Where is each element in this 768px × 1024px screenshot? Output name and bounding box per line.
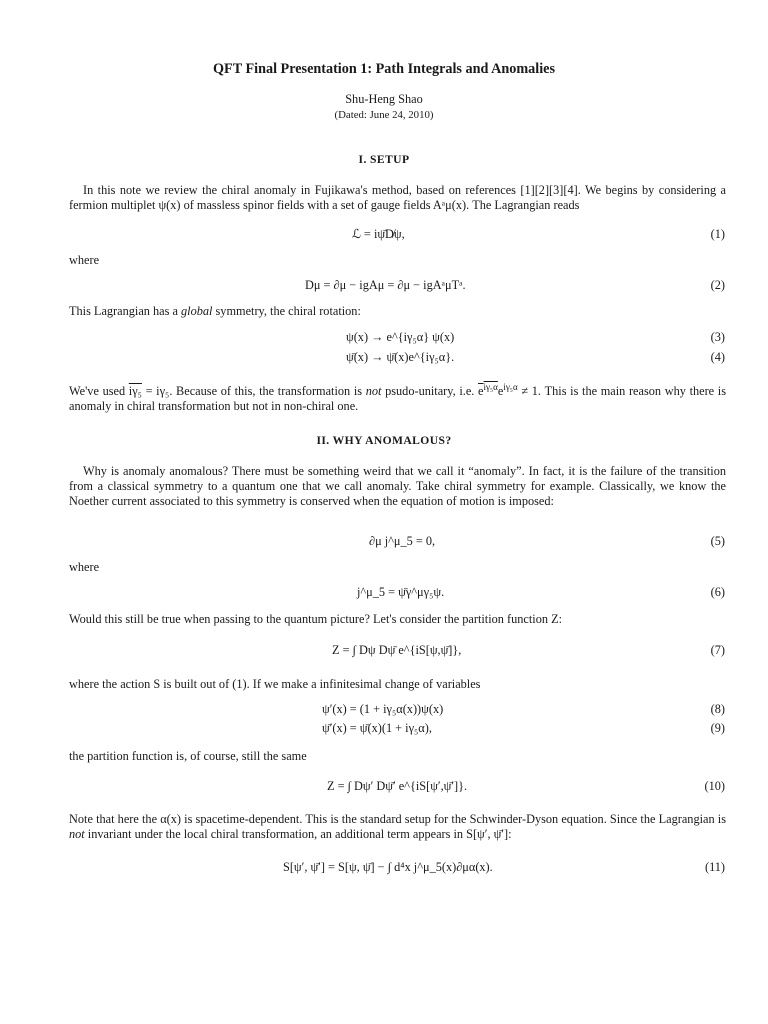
paragraph-partition: the partition function is, of course, still the same	[69, 749, 307, 763]
emphasis-global: global	[181, 304, 213, 318]
text-segment: Note that here the α(x) is spacetime-dependent. This is the standard setup for the Schwinder-Dyson equation. Since the Lagrangian is	[69, 812, 726, 826]
equation-10-body: Z = ∫ Dψ′ Dψ̄′ e^{iS[ψ′,ψ̄′]}.	[327, 779, 468, 793]
equation-7-body: Z = ∫ Dψ Dψ̄ e^{iS[ψ,ψ̄]},	[332, 643, 462, 657]
author-name: Shu-Heng Shao	[345, 92, 423, 106]
paragraph-why: Why is anomaly anomalous? There must be something weird that we call it “anomaly”. In fact, it is the failure of the transition from a classical symmetry to a quantum one that we call anomaly. Take chiral symmetry for example. Classically, we know the Noether current associated to this symmetry is conserved when the equation of motion is imposed:	[69, 464, 726, 508]
equation-2-body: Dμ = ∂μ − igAμ = ∂μ − igAᵃμTᵃ.	[305, 278, 466, 292]
equation-1-body: ℒ = iψ̄D̸ψ,	[352, 227, 405, 241]
math-exp-conjugate: $e^{i\gamma_5\alpha}$	[478, 382, 498, 398]
section-heading-why-anomalous: II. WHY ANOMALOUS?	[316, 434, 452, 447]
text-segment: psudo-unitary, i.e.	[381, 384, 479, 398]
equation-number-6: (6)	[710, 585, 725, 599]
text-segment: symmetry, the chiral rotation:	[212, 304, 361, 318]
dated-line: (Dated: June 24, 2010)	[334, 109, 434, 121]
text-segment: invariant under the local chiral transformation, an additional term appears in S[ψ′, ψ̄′]:	[84, 827, 512, 841]
emphasis-not: not	[69, 827, 85, 841]
paragraph-action: where the action S is built out of (1). If we make a infinitesimal change of variables	[69, 677, 481, 691]
section-heading-setup: I. SETUP	[358, 153, 410, 166]
equation-number-10: (10)	[704, 779, 725, 793]
paragraph-would: Would this still be true when passing to the quantum picture? Let's consider the partition function Z:	[69, 612, 562, 626]
equation-number-2: (2)	[710, 278, 725, 292]
equation-number-3: (3)	[710, 330, 725, 344]
equation-3-body: ψ(x) → e^{iγ₅α} ψ(x)	[346, 330, 455, 344]
equation-9-body: ψ̄′(x) = ψ̄(x)(1 + iγ₅α),	[322, 721, 432, 735]
paragraph-global-symmetry	[69, 304, 726, 319]
paragraph-intro: In this note we review the chiral anomaly in Fujikawa's method, based on references [1][2][3][4]. We begins by considering a fermion multiplet ψ(x) of massless spinor fields with a set of gauge fields Aᵃμ(x). The Lagrangian reads	[69, 183, 726, 212]
equation-4-body: ψ̄(x) → ψ̄(x)e^{iγ₅α}.	[346, 350, 455, 364]
paragraph-where-1: where	[69, 253, 100, 267]
equation-number-9: (9)	[710, 721, 725, 735]
text-segment: We've used	[69, 384, 129, 398]
paragraph-where-2: where	[69, 560, 100, 574]
paragraph-used: We've used iγ₅ = iγ₅. Because of this, the transformation is not psudo-unitary, i.e. $e^{i\gamma_5\alpha}e^{i\gamma_5\alpha} \ne 1$. This is the main reason why there is anomaly in chiral transformation but not in non-chiral one.	[69, 382, 727, 413]
equation-number-5: (5)	[710, 534, 725, 548]
equation-8-body: ψ′(x) = (1 + iγ₅α(x))ψ(x)	[322, 702, 444, 716]
equation-number-4: (4)	[710, 350, 725, 364]
paragraph-note	[69, 812, 726, 842]
equation-number-7: (7)	[710, 643, 725, 657]
equation-number-8: (8)	[710, 702, 725, 716]
paper-title: QFT Final Presentation 1: Path Integrals and Anomalies	[213, 61, 555, 77]
emphasis-not: not	[365, 384, 382, 398]
text-segment: ≠ 1. This is the main reason why there is anomaly in chiral transformation but not in non-chiral one.	[69, 384, 727, 413]
equation-11-body: S[ψ′, ψ̄′] = S[ψ, ψ̄] − ∫ d⁴x j^μ_5(x)∂μα(x).	[283, 860, 493, 874]
equation-5-body: ∂μ j^μ_5 = 0,	[369, 534, 436, 548]
text-segment: This Lagrangian has a	[69, 304, 181, 318]
math-i-gamma5-conjugate: iγ₅	[128, 384, 142, 398]
equation-6-body: j^μ_5 = ψ̄γ^μγ₅ψ.	[357, 585, 445, 599]
equation-number-1: (1)	[710, 227, 725, 241]
text-segment: = iγ₅. Because of this, the transformation is	[141, 384, 366, 398]
equation-number-11: (11)	[704, 860, 725, 874]
